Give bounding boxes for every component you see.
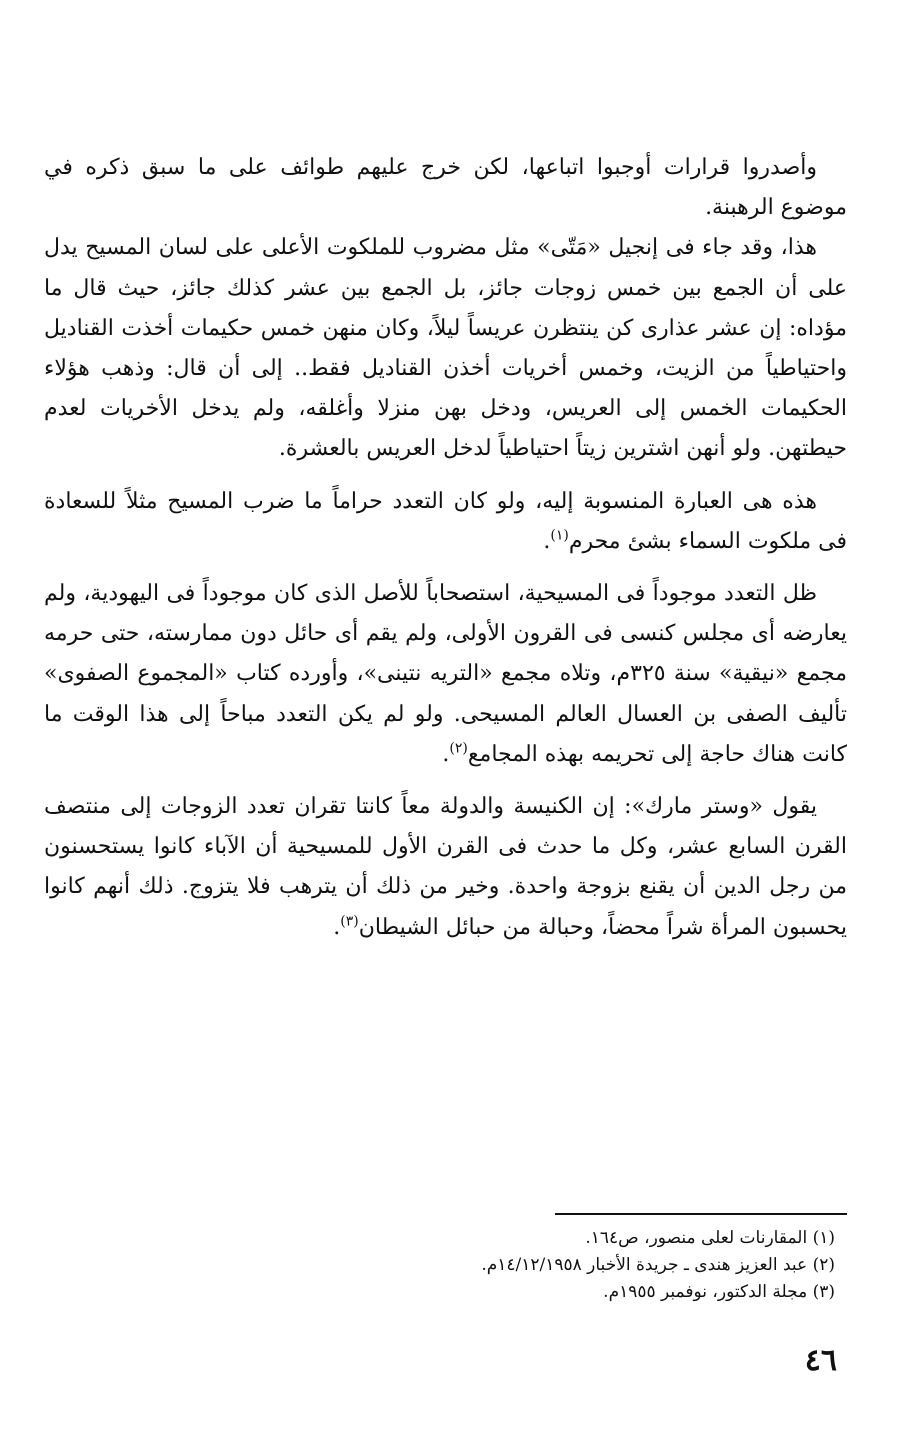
page-number: ٤٦	[804, 1343, 837, 1378]
footnote-separator	[555, 1213, 847, 1215]
footnote-ref-1[interactable]: (١)	[550, 527, 569, 544]
footnote-1: (١) المقارنات لعلى منصور، ص١٦٤.	[585, 1228, 835, 1248]
footnote-ref-2[interactable]: (٢)	[449, 740, 468, 757]
footnote-ref-3[interactable]: (٣)	[340, 913, 359, 930]
paragraph-3-end: .	[543, 528, 551, 554]
paragraph-1-text: وأصدروا قرارات أوجبوا اتباعها، لكن خرج عليهم طوائف على ما سبق ذكره في موضوع الرهبنة.	[44, 155, 847, 221]
footnotes-list	[44, 1225, 835, 1306]
paragraph-1	[44, 148, 847, 228]
footnote-2: (٢) عبد العزيز هندى ـ جريدة الأخبار ١٤/١٢/١٩٥٨م.	[481, 1255, 835, 1275]
body-text	[44, 148, 847, 948]
paragraph-2	[44, 228, 847, 469]
paragraph-4-text: ظل التعدد موجوداً فى المسيحية، استصحاباً للأصل الذى كان موجوداً فى اليهودية، ولم يعارضه أى مجلس كنسى فى القرون الأولى، ولم يقم أى حائل دون ممارسته، حتى حرمه مجمع «نيقية» سنة ٣٢٥م، وتلاه مجمع «التريه نتينى»، وأورده كتاب «المجموع الصفوى» تأليف الصفى بن العسال العالم المسيحى. ولو لم يكن التعدد مباحاً إلى هذا الوقت ما كانت هناك حاجة إلى تحريمه بهذه المجامع	[44, 581, 847, 767]
paragraph-5-text: يقول «وستر مارك»: إن الكنيسة والدولة معاً كانتا تقران تعدد الزوجات إلى منتصف القرن السابع عشر، وكل ما حدث فى القرن الأول للمسيحية أن الآباء كانوا يستحسنون من رجل الدين أن يقنع بزوجة واحدة. وخير من ذلك أن يترهب فلا يتزوج. ذلك أنهم كانوا يحسبون المرأة شراً محضاً، وحبالة من حبائل الشيطان	[44, 794, 847, 940]
paragraph-5	[44, 787, 847, 948]
paragraph-5-end: .	[333, 914, 341, 940]
paragraph-4	[44, 574, 847, 775]
paragraph-4-end: .	[442, 741, 450, 767]
paragraph-2-text: هذا، وقد جاء فى إنجيل «مَتّى» مثل مضروب للملكوت الأعلى على لسان المسيح يدل على أن الجمع بين خمس زوجات جائز، بل الجمع بين عشر كذلك جائز، حيث قال ما مؤداه: إن عشر عذارى كن ينتظرن عريساً ليلاً، وكان منهن خمس حكيمات أخذت القناديل واحتياطياً من الزيت، وخمس أخريات أخذن القناديل فقط.. إلى أن قال: وذهب هؤلاء الحكيمات الخمس إلى العريس، ودخل بهن منزلا وأغلقه، ولم يدخل الأخريات لعدم حيطتهن. ولو أنهن اشترين زيتاً احتياطياً لدخل العريس بالعشرة.	[44, 235, 847, 462]
paragraph-3-text: هذه هى العبارة المنسوبة إليه، ولو كان التعدد حراماً ما ضرب المسيح مثلاً للسعادة فى ملكوت السماء بشئ محرم	[44, 488, 847, 554]
paragraph-3	[44, 482, 847, 562]
footnote-3: (٣) مجلة الدكتور، نوفمبر ١٩٥٥م.	[603, 1282, 835, 1302]
